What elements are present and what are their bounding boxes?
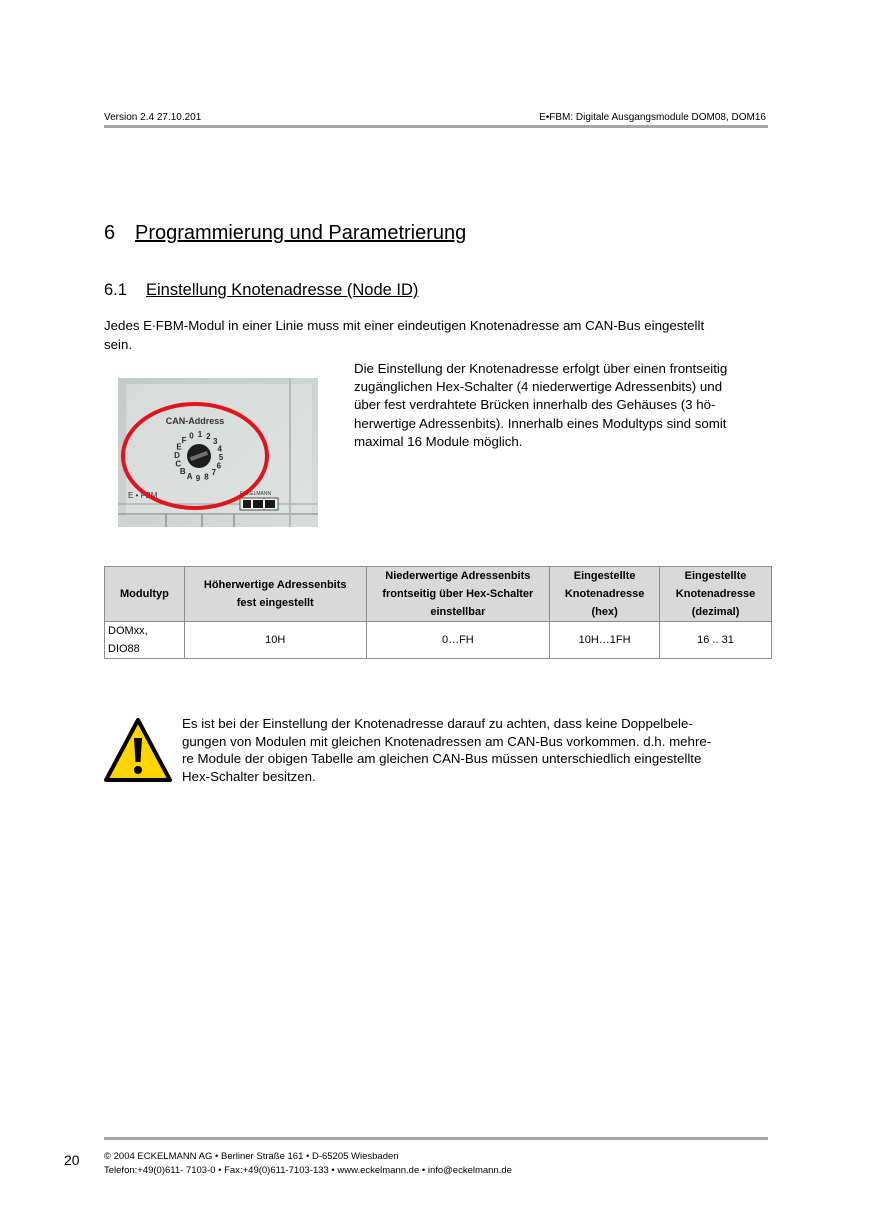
intro-line: Jedes E∙FBM-Modul in einer Linie muss mit einer eindeutigen Knotenadresse am CAN-Bus eingestellt [104, 318, 705, 333]
hex-digit: 8 [204, 472, 209, 482]
subsection-title: Einstellung Knotenadresse (Node ID) [146, 281, 419, 299]
warning-line: Es ist bei der Einstellung der Knotenadresse darauf zu achten, dass keine Doppelbele- [182, 716, 693, 731]
footer-address: © 2004 ECKELMANN AG • Berliner Straße 161 • D-65205 Wiesbaden [104, 1151, 399, 1162]
hex-digit: 6 [216, 461, 222, 471]
hex-switch-illustration [118, 378, 318, 527]
hex-digit: 3 [212, 437, 218, 447]
footer-rule [104, 1137, 768, 1140]
header-rule [104, 125, 768, 128]
hex-digit: 1 [197, 430, 203, 439]
header-title: E•FBM: Digitale Ausgangsmodule DOM08, DOM16 [539, 112, 766, 123]
hex-digit: 7 [211, 468, 217, 478]
hex-digit: 2 [206, 432, 211, 442]
header-node-dec: Eingestellte Knotenadresse (dezimal) [660, 567, 772, 622]
cell-high-bits: 10H [184, 622, 366, 659]
page-number: 20 [64, 1152, 80, 1168]
hex-digit: E [176, 442, 182, 452]
subsection-heading [104, 281, 418, 300]
hex-digit: F [181, 435, 187, 445]
subsection-number: 6.1 [104, 281, 127, 299]
header-version: Version 2.4 27.10.201 [104, 112, 202, 123]
cell-low-bits: 0…FH [366, 622, 550, 659]
node-address-table [104, 566, 772, 659]
intro-line: sein. [104, 337, 133, 352]
brand-eckelmann: ECKELMANN [240, 491, 272, 497]
cell-node-dec: 16 .. 31 [660, 622, 772, 659]
warning-line: Hex-Schalter besitzen. [182, 768, 316, 784]
hex-digit: 4 [217, 444, 222, 454]
hex-digit: D [174, 451, 180, 460]
hex-digit: C [175, 459, 182, 469]
side-line: Die Einstellung der Knotenadresse erfolgt über einen frontseitig [354, 361, 728, 376]
hex-digit: 9 [195, 474, 201, 483]
side-line: über fest verdrahtete Brücken innerhalb des Gehäuses (3 hö- [354, 397, 716, 413]
side-line: herwertige Adressenbits). Innerhalb eines Modultyps sind somit [354, 415, 727, 431]
cell-modultyp: DOMxx, DIO88 [105, 622, 185, 659]
header-high-bits: Höherwertige Adressenbits fest eingestellt [184, 567, 366, 622]
hex-digit: 5 [218, 453, 224, 462]
warning-text [182, 715, 776, 785]
section-heading [104, 222, 466, 245]
hex-digit: 0 [189, 431, 194, 441]
section-number: 6 [104, 222, 116, 244]
hex-digit: A [186, 471, 193, 481]
warning-icon [104, 718, 172, 782]
footer-contact: Telefon:+49(0)611- 7103-0 • Fax:+49(0)611-7103-133 • www.eckelmann.de • info@eckelmann.de [104, 1165, 512, 1176]
header-node-hex: Eingestellte Knotenadresse (hex) [550, 567, 660, 622]
brand-efbm: E • FBM [128, 491, 158, 500]
side-line: maximal 16 Module möglich. [354, 433, 523, 449]
header-low-bits: Niederwertige Adressenbits frontseitig über Hex-Schalter einstellbar [366, 567, 550, 622]
side-paragraph [354, 360, 774, 451]
table-row [105, 622, 772, 659]
hex-digit: B [179, 466, 186, 476]
header-modultyp: Modultyp [105, 567, 185, 622]
table-header-row [105, 567, 772, 622]
warning-sign [104, 718, 172, 782]
side-line: zugänglichen Hex-Schalter (4 niederwertige Adressenbits) und [354, 379, 723, 395]
warning-line: re Module der obigen Tabelle am gleichen CAN-Bus müssen unterschiedlich eingestellte [182, 751, 702, 767]
cell-node-hex: 10H…1FH [550, 622, 660, 659]
can-address-label: CAN-Address [165, 416, 225, 426]
warning-line: gungen von Modulen mit gleichen Knotenadressen am CAN-Bus vorkommen. d.h. mehre- [182, 733, 712, 749]
intro-paragraph [104, 316, 774, 354]
hex-switch-photo [118, 378, 318, 527]
section-title: Programmierung und Parametrierung [135, 222, 467, 244]
